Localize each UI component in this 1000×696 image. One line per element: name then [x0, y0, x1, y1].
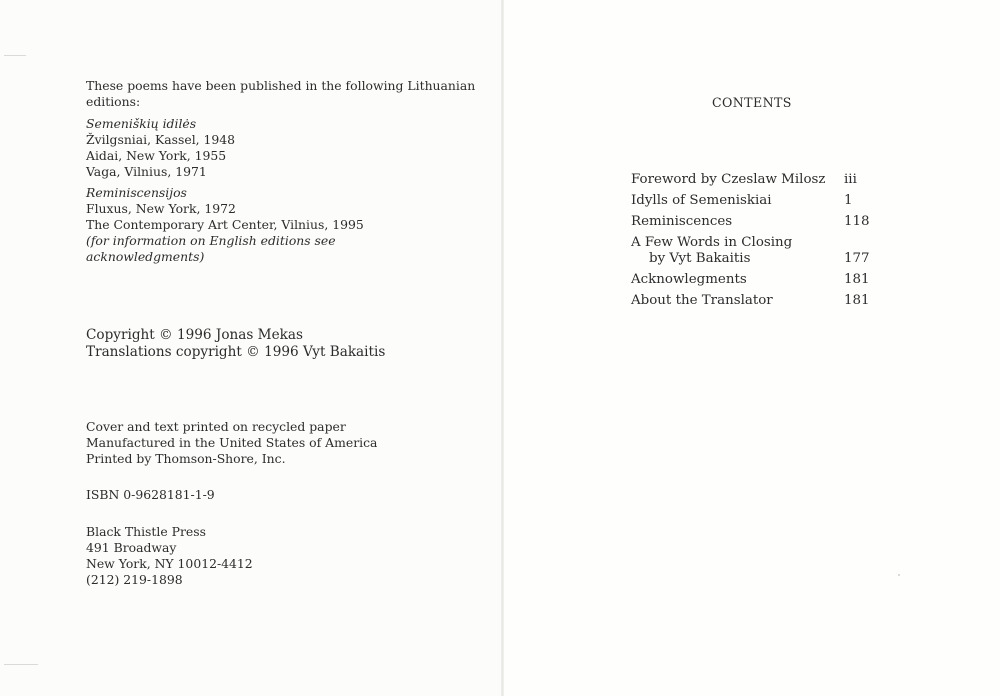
toc-entry-translator — [631, 293, 773, 309]
edition-line: Aidai, New York, 1955 — [86, 148, 227, 163]
toc-page-number: 177 — [844, 251, 870, 266]
toc-entry-label: A Few Words in Closing — [631, 235, 793, 250]
toc-entry-label: Idylls of Semeniskiai — [631, 193, 772, 208]
contents-title: CONTENTS — [712, 95, 792, 110]
edition-semeniskiu — [86, 116, 235, 180]
toc-entry-label: Acknowlegments — [631, 272, 747, 287]
toc-entry-acknowledgments — [631, 272, 747, 288]
toc-page-number: 181 — [844, 293, 870, 308]
copyright-line: Translations copyright © 1996 Vyt Bakaitis — [86, 344, 386, 360]
copyright-line: Copyright © 1996 Jonas Mekas — [86, 327, 303, 343]
toc-page-number: 118 — [844, 214, 870, 229]
toc-entry-reminiscences — [631, 214, 732, 230]
edition-reminiscensijos — [86, 185, 364, 265]
printing-line: Manufactured in the United States of America — [86, 435, 378, 450]
edition-line: Žvilgsniai, Kassel, 1948 — [86, 132, 236, 147]
editions-intro — [86, 78, 475, 110]
publisher-line: 491 Broadway — [86, 540, 177, 555]
toc-entry-label: Reminiscences — [631, 214, 733, 229]
printing-line: Cover and text printed on recycled paper — [86, 419, 346, 434]
edition-line: Fluxus, New York, 1972 — [86, 201, 236, 216]
toc-entry-label: by Vyt Bakaitis — [649, 251, 751, 266]
edition-line: The Contemporary Art Center, Vilnius, 1995 — [86, 217, 364, 232]
english-editions-note: (for information on English editions see — [86, 233, 336, 248]
toc-entry-foreword — [631, 172, 825, 188]
scan-mark — [4, 55, 26, 56]
printing-block — [86, 419, 377, 467]
text-line: editions: — [86, 94, 141, 109]
printing-line: Printed by Thomson-Shore, Inc. — [86, 451, 286, 466]
scan-mark — [898, 574, 900, 576]
toc-entry-idylls — [631, 193, 772, 209]
scan-mark — [4, 664, 38, 665]
edition-line: Vaga, Vilnius, 1971 — [86, 164, 207, 179]
publisher-address — [86, 524, 253, 588]
toc-entry-closing — [631, 235, 792, 267]
toc-entry-label: About the Translator — [631, 293, 773, 308]
edition-title: Semeniškių idilės — [86, 116, 197, 131]
toc-page-number: 181 — [844, 272, 870, 287]
toc-page-number: iii — [844, 172, 857, 187]
isbn: ISBN 0-9628181-1-9 — [86, 487, 215, 502]
toc-page-number: 1 — [844, 193, 853, 208]
book-gutter — [501, 0, 504, 696]
english-editions-note: acknowledgments) — [86, 249, 205, 264]
edition-title: Reminiscensijos — [86, 185, 187, 200]
copyright-block — [86, 327, 385, 361]
publisher-line: Black Thistle Press — [86, 524, 206, 539]
publisher-line: New York, NY 10012-4412 — [86, 556, 253, 571]
toc-entry-label: Foreword by Czeslaw Milosz — [631, 172, 826, 187]
text-line: These poems have been published in the following Lithuanian — [86, 78, 476, 93]
publisher-line: (212) 219-1898 — [86, 572, 183, 587]
